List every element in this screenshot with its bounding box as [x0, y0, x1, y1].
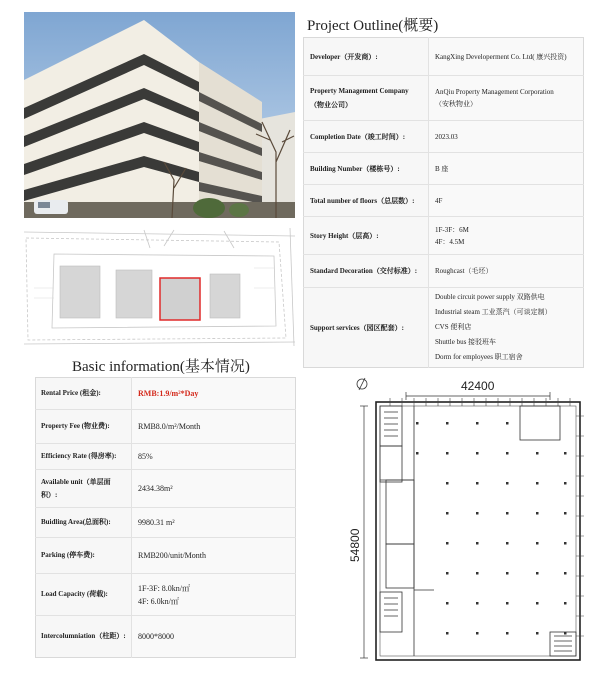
floor-plan-drawing	[350, 376, 590, 666]
parking-value	[132, 538, 296, 574]
site-plan-map	[24, 228, 295, 346]
site-plan-image	[24, 228, 295, 346]
efficiency-rate-label: Efficiency Rate (得房率):	[36, 444, 132, 470]
property-company-label: Property Management Company（物业公司）	[304, 76, 429, 121]
property-company-value	[429, 76, 584, 121]
efficiency-rate-value	[132, 444, 296, 470]
width-dimension-label: 42400	[461, 379, 495, 393]
floor-plan-svg	[350, 376, 590, 666]
building-number-line: B 座	[435, 164, 449, 173]
efficiency-rate-line: 85%	[138, 452, 153, 461]
standard-decoration-label: Standard Decoration（交付标准）:	[304, 255, 429, 288]
story-height-line-1: 1F-3F：6M	[435, 225, 469, 234]
load-capacity-label: Load Capacity (荷载):	[36, 574, 132, 616]
property-fee-label: Property Fee (物业费):	[36, 410, 132, 444]
support-service-item: Shuttle bus 接驳班车	[435, 338, 497, 346]
height-dimension-label: 54800	[348, 528, 362, 562]
table-row	[304, 76, 584, 121]
table-row	[36, 616, 296, 658]
story-height-value	[429, 217, 584, 255]
building-area-label: Buidling Area(总面积):	[36, 508, 132, 538]
table-row	[36, 538, 296, 574]
table-row	[304, 217, 584, 255]
parking-label: Parking (停车费):	[36, 538, 132, 574]
property-company-line-1: AnQiu Property Management Corporation	[435, 88, 554, 96]
parking-line: RMB200/unit/Month	[138, 551, 207, 560]
available-unit-line: 2434.38m²	[138, 484, 173, 493]
property-fee-line: RMB8.0/m²/Month	[138, 422, 201, 431]
table-row	[36, 470, 296, 508]
table-row	[36, 444, 296, 470]
total-floors-line: 4F	[435, 196, 443, 205]
table-row	[36, 508, 296, 538]
available-unit-value	[132, 470, 296, 508]
developer-value	[429, 38, 584, 76]
support-service-item: Dorm for employees 职工宿舍	[435, 353, 523, 361]
load-capacity-line-1: 1F-3F: 8.0kn/㎡	[138, 583, 191, 593]
load-capacity-value	[132, 574, 296, 616]
completion-date-label: Completion Date（竣工时间）:	[304, 121, 429, 153]
available-unit-label: Available unit（单层面积）:	[36, 470, 132, 508]
intercolumniation-label: Intercolumniation（柱距）:	[36, 616, 132, 658]
developer-value-line: KangXing Developerment Co. Ltd( 康兴投资)	[435, 52, 567, 61]
intercolumniation-value	[132, 616, 296, 658]
building-area-line: 9980.31 m²	[138, 518, 175, 527]
basic-information-title: Basic information(基本情况)	[72, 359, 250, 375]
property-company-line-2: （安秋物业）	[435, 100, 477, 108]
selected-building-marker	[160, 278, 200, 320]
table-row	[36, 378, 296, 410]
table-row	[304, 185, 584, 217]
basic-information-table	[35, 377, 296, 658]
standard-decoration-value	[429, 255, 584, 288]
support-service-item: Industrial steam 工业蒸汽（可谈定制）	[435, 308, 552, 316]
table-row	[36, 574, 296, 616]
intercolumniation-line: 8000*8000	[138, 632, 174, 641]
table-row	[36, 410, 296, 444]
rental-price-label: Rental Price (租金):	[36, 378, 132, 410]
completion-date-line: 2023.03	[435, 132, 458, 141]
completion-date-value	[429, 121, 584, 153]
table-row	[304, 255, 584, 288]
standard-decoration-line: Roughcast（毛坯）	[435, 267, 493, 275]
table-row	[304, 288, 584, 368]
rental-price-line: RMB:1.9/m²*Day	[138, 389, 199, 398]
support-services-label: Support services（园区配套）:	[304, 288, 429, 368]
building-number-value	[429, 153, 584, 185]
story-height-line-2: 4F：4.5M	[435, 237, 465, 246]
building-area-value	[132, 508, 296, 538]
table-row	[304, 121, 584, 153]
rental-price-value	[132, 378, 296, 410]
building-photo	[24, 12, 295, 218]
support-service-item: CVS 便利店	[435, 323, 472, 331]
building-number-label: Building Number（楼栋号）:	[304, 153, 429, 185]
property-fee-value	[132, 410, 296, 444]
table-row	[304, 38, 584, 76]
developer-label: Developer（开发商）:	[304, 38, 429, 76]
support-service-item: Double circuit power supply 双路供电	[435, 293, 545, 301]
total-floors-value	[429, 185, 584, 217]
total-floors-label: Total number of floors（总层数）:	[304, 185, 429, 217]
table-row	[304, 153, 584, 185]
project-outline-title: Project Outline(概要)	[307, 18, 439, 34]
building-photo-image	[24, 12, 295, 218]
load-capacity-line-2: 4F: 6.0kn/㎡	[138, 596, 179, 606]
project-outline-table	[303, 37, 584, 368]
north-arrow-icon	[357, 378, 367, 390]
support-services-value	[429, 288, 584, 368]
story-height-label: Story Height（层高）:	[304, 217, 429, 255]
